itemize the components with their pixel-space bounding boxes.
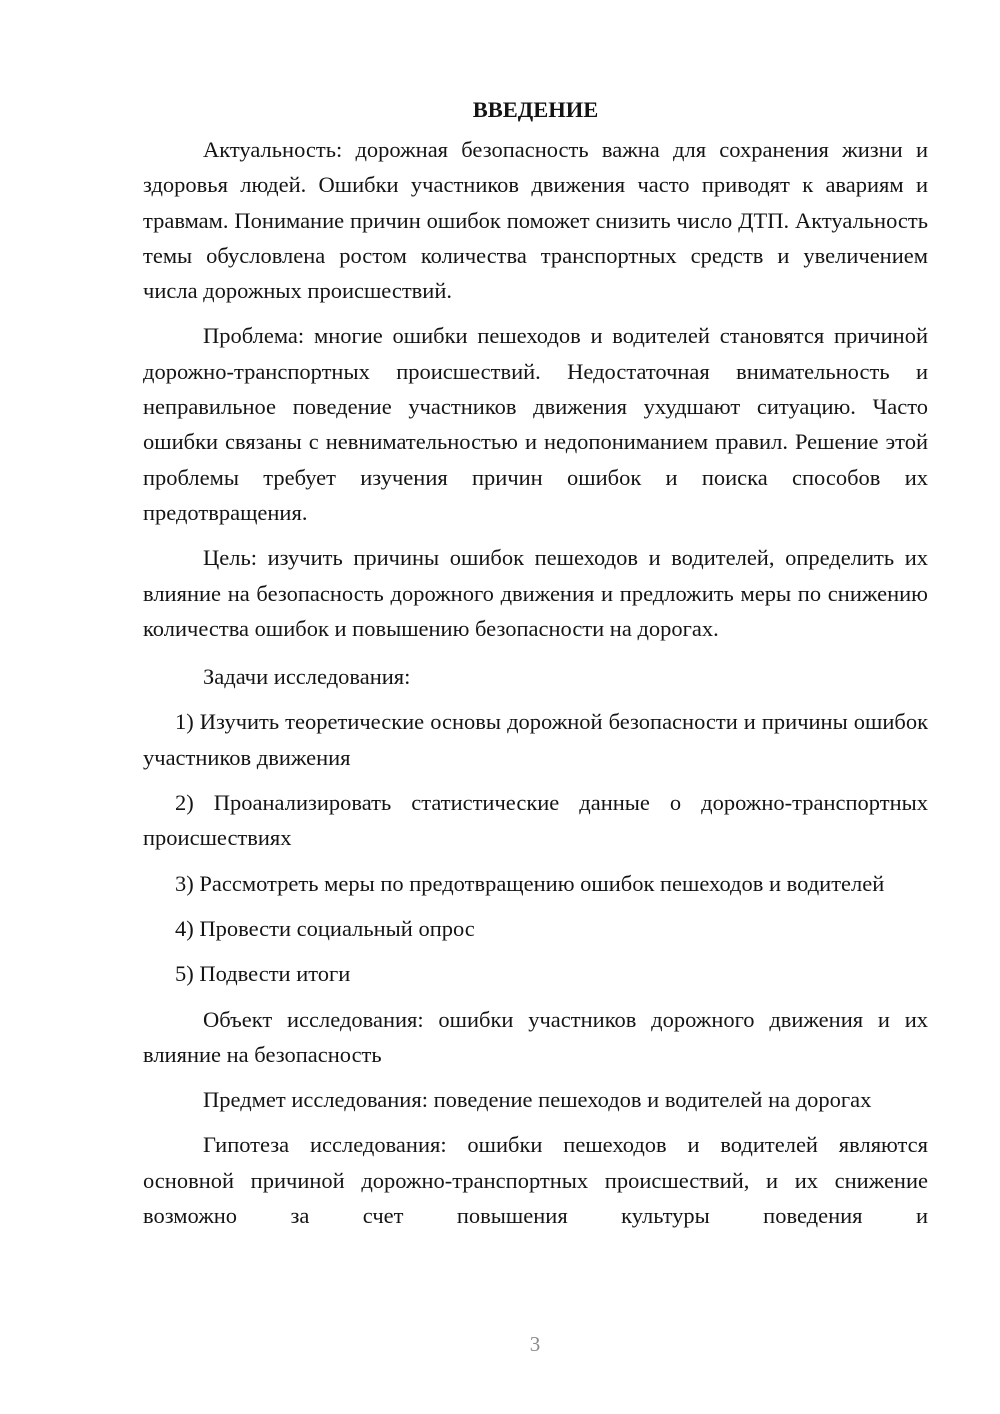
- paragraph-problem: Проблема: многие ошибки пешеходов и водителей становятся причиной дорожно-транспортных происшествий. Недостаточная внимательность и неправильное поведение участников движения ухудшают ситуацию. Часто ошибки связаны с невнимательностью и недопониманием правил. Решение этой проблемы требует изучения причин ошибок и поиска способов их предотвращения.: [143, 323, 928, 525]
- paragraph-object: Объект исследования: ошибки участников дорожного движения и их влияние на безопасность: [143, 1006, 928, 1067]
- task-item-4: 4) Провести социальный опрос: [175, 915, 475, 941]
- page-number: 3: [529, 1332, 541, 1356]
- task-item-1: 1) Изучить теоретические основы дорожной безопасности и причины ошибок участников движения: [143, 709, 928, 770]
- tasks-heading: Задачи исследования:: [203, 664, 411, 690]
- task-item-3: 3) Рассмотреть меры по предотвращению ошибок пешеходов и водителей: [175, 870, 885, 896]
- task-item-2: 2) Проанализировать статистические данные о дорожно-транспортных происшествиях: [143, 790, 928, 851]
- paragraph-subject: Предмет исследования: поведение пешеходов и водителей на дорогах: [203, 1087, 872, 1113]
- paragraph-relevance: Актуальность: дорожная безопасность важна для сохранения жизни и здоровья людей. Ошибки участников движения часто приводят к авариям и травмам. Понимание причин ошибок поможет снизить число ДТП. Актуальность темы обусловлена ростом количества транспортных средств и увеличением числа дорожных происшествий.: [143, 137, 928, 304]
- paragraph-goal: Цель: изучить причины ошибок пешеходов и водителей, определить их влияние на безопасность дорожного движения и предложить меры по снижению количества ошибок и повышению безопасности на дорогах.: [143, 545, 928, 641]
- document-page: [143, 92, 928, 1233]
- task-item-5: 5) Подвести итоги: [175, 961, 351, 987]
- page-title: ВВЕДЕНИЕ: [472, 97, 599, 122]
- paragraph-hypothesis: Гипотеза исследования: ошибки пешеходов и водителей являются основной причиной дорожно-транспортных происшествий, и их снижение возможно за счет повышения культуры поведения и: [143, 1132, 928, 1229]
